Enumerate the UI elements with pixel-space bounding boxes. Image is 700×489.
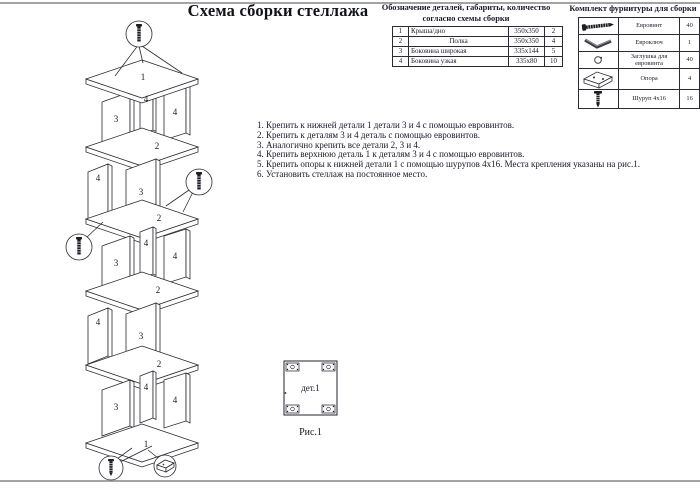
part-label: 4 [143,94,149,104]
hardware-table [578,17,700,109]
part-label: 3 [138,331,144,341]
part-label: 2 [155,285,161,295]
part-label: 4 [95,173,101,183]
table-row [579,90,700,109]
cap-icon [591,54,605,66]
part-size: 335x80 [509,57,545,67]
hardware-icon-cell [579,35,619,52]
shelf-assembly-diagram [45,18,245,483]
wood-screw-icon [591,90,605,108]
part-name: Полка [409,37,509,47]
part-qty: 10 [545,57,563,67]
instruction-line: 4. Крепить верхнюю деталь 1 к деталям 3 и 4 с помощью евровинтов. [257,149,525,160]
part-number: 2 [393,37,409,47]
support-foot-plate [286,405,299,413]
hardware-icon-cell [579,90,619,109]
part-label: 2 [154,141,160,151]
table-row [393,57,563,67]
hardware-qty: 1 [680,35,700,52]
hardware-name: Заглушка для евровинта [618,52,679,69]
hardware-icon-cell [579,69,619,90]
part-size: 350x350 [509,37,545,47]
support-foot-plate [286,363,299,371]
part-label: 4 [95,317,101,327]
edge-hole-dot [285,392,287,394]
part-label: 3 [113,402,119,412]
instruction-line: 5. Крепить опоры к нижней детали 1 с помощью шурупов 4x16. Места крепления указаны на рис.1. [257,159,640,170]
part-label: 2 [156,359,162,369]
table-row [579,35,700,52]
callout-left-euro-screw [66,222,103,260]
part-name: Крыша/дно [409,27,509,37]
hardware-table-title: Комплект фурнитуры для сборки [569,4,697,13]
hardware-name: Шуруп 4x16 [618,90,679,109]
table-row [579,69,700,90]
hardware-icon-cell [579,18,619,35]
hardware-name: Опора [618,69,679,90]
instruction-line: 3. Аналогично крепить все детали 2, 3 и 4. [257,139,421,150]
part-qty: 4 [545,37,563,47]
part-label: 3 [138,187,144,197]
part-label: 3 [113,258,119,268]
figure-1-diagram [280,356,350,442]
part-label: 1 [140,72,146,82]
part-label: 4 [172,251,178,261]
hardware-qty: 40 [680,18,700,35]
part-label: 4 [143,382,149,392]
part-label: 1 [143,439,149,449]
hardware-name: Евроключ [618,35,679,52]
hardware-icon-cell [579,52,619,69]
table-row [393,27,563,37]
table-row [393,37,563,47]
parts-caption-line2: согласно схемы сборки [422,14,510,23]
part-label: 4 [172,395,178,405]
part-number: 3 [393,47,409,57]
parts-table-caption [380,2,552,24]
part-number: 4 [393,57,409,67]
part-qty: 2 [545,27,563,37]
callout-right-euro-screw [166,169,212,212]
part-number: 1 [393,27,409,37]
instruction-line: 6. Установить стеллаж на постоянное место. [257,168,428,179]
part-size: 350x350 [509,27,545,37]
hex-key-icon [582,35,614,51]
support-foot-plate [322,405,335,413]
euro-screw-icon [581,19,615,33]
table-row [393,47,563,57]
instruction-line: 1. Крепить к нижней детали 1 детали 3 и 4 с помощью евровинтов. [257,120,515,130]
instructions-list [257,121,640,180]
hardware-qty: 4 [680,69,700,90]
support-foot-plate [322,363,335,371]
part-label: 4 [172,107,178,117]
part-name: Боковина узкая [409,57,509,67]
instruction-line: 2. Крепить к деталям 3 и 4 деталь с помощью евровинтов. [257,129,480,140]
page-title: Схема сборки стеллажа [187,1,369,20]
table-row [579,52,700,69]
hardware-qty: 40 [680,52,700,69]
hardware-qty: 16 [680,90,700,109]
part-label: 3 [113,114,119,124]
parts-table [392,26,563,67]
hardware-name: Евровинт [618,18,679,35]
figure-caption: Рис.1 [299,427,322,438]
part-qty: 5 [545,47,563,57]
part-label: 2 [156,213,162,223]
table-row [579,18,700,35]
part-label: 4 [143,238,149,248]
part-name: Боковина широкая [409,47,509,57]
support-icon [581,69,615,89]
figure-part-label: дет.1 [301,383,320,393]
part-size: 335x144 [509,47,545,57]
parts-caption-line1: Обозначение деталей, габариты, количество [381,3,551,12]
